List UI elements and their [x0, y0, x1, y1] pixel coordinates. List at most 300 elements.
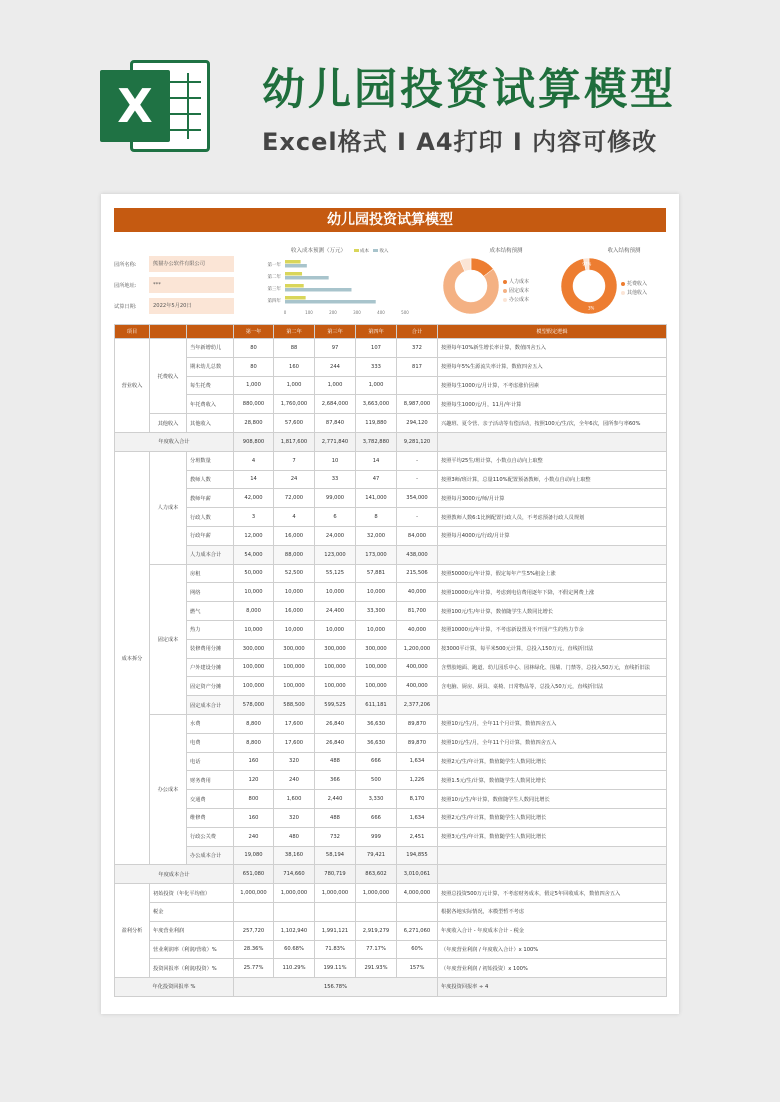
table-cell[interactable]: 87,840 — [315, 414, 356, 433]
table-row — [115, 696, 667, 715]
logic-note: 按照10元/生/月，全年11个月计算，数值四舍五入 — [438, 714, 667, 733]
legend-item: 人力成本 — [503, 278, 529, 285]
table-cell[interactable]: 110.29% — [274, 959, 315, 978]
table-cell[interactable]: 10,000 — [356, 583, 397, 602]
info-label: 园所名称: — [114, 261, 137, 268]
page-subtitle: Excel格式 I A4打印 I 内容可修改 — [262, 128, 658, 156]
logic-note: 含塑胶地面、跑道、幼儿园乐中心、园林绿化、围墙、门禁等，总投入50万元，直线折旧法 — [438, 658, 667, 677]
table-cell[interactable]: 3,663,000 — [356, 395, 397, 414]
slice-label: 97% — [582, 261, 592, 267]
table-cell[interactable]: 599,525 — [315, 696, 356, 715]
bar-收入 — [285, 276, 329, 280]
table-cell[interactable]: 8,170 — [397, 790, 438, 809]
table-cell[interactable]: 8,800 — [234, 714, 274, 733]
category-cell: 成本拆分 — [115, 451, 150, 865]
category-label: 第一年 — [267, 263, 281, 268]
table-cell[interactable] — [356, 902, 397, 921]
table-cell[interactable]: 24,400 — [315, 602, 356, 621]
table-cell[interactable]: - — [397, 470, 438, 489]
table-cell[interactable]: 1,000 — [315, 376, 356, 395]
column-header: 项目 — [115, 325, 150, 339]
table-cell[interactable]: 26,840 — [315, 714, 356, 733]
subcategory-cell: 其他收入 — [150, 414, 187, 433]
table-cell[interactable]: 14 — [356, 451, 397, 470]
logic-note: 按照1.5元/生/计算，数值随学生人数同比增长 — [438, 771, 667, 790]
table-row — [115, 395, 667, 414]
table-cell[interactable]: 1,634 — [397, 752, 438, 771]
table-cell[interactable]: 7 — [274, 451, 315, 470]
logic-note: 年度投资回报率 ÷ 4 — [438, 978, 667, 997]
table-cell[interactable]: 42,000 — [234, 489, 274, 508]
table-row — [115, 545, 667, 564]
table-cell[interactable]: 320 — [274, 808, 315, 827]
table-cell[interactable]: 47 — [356, 470, 397, 489]
table-cell[interactable]: 215,506 — [397, 564, 438, 583]
table-cell[interactable]: 8 — [356, 508, 397, 527]
table-row — [115, 508, 667, 527]
logic-note: 年度收入合计 - 年度成本合计 - 税金 — [438, 921, 667, 940]
chart-legend — [351, 248, 388, 254]
table-cell[interactable]: 24 — [274, 470, 315, 489]
category-label: 第二年 — [267, 275, 281, 280]
table-cell[interactable]: 400,000 — [397, 677, 438, 696]
table-cell[interactable]: 578,000 — [234, 696, 274, 715]
table-row — [115, 376, 667, 395]
table-cell[interactable]: 2,440 — [315, 790, 356, 809]
table-cell[interactable]: 173,000 — [356, 545, 397, 564]
table-row — [115, 865, 667, 884]
column-header — [187, 325, 234, 339]
table-cell[interactable]: 60.68% — [274, 940, 315, 959]
table-cell[interactable]: 157% — [397, 959, 438, 978]
category-label: 第三年 — [267, 287, 281, 292]
logic-note: 按照每生1000元/月计算，不考虑涨价因素 — [438, 376, 667, 395]
table-cell[interactable]: 4,000,000 — [397, 884, 438, 903]
bar-成本 — [285, 296, 306, 300]
chart-title: 收入成本预测（万元） — [291, 248, 347, 254]
table-cell[interactable]: 156.78% — [234, 978, 438, 997]
chart-title: 收入结构预测 — [607, 248, 641, 254]
item-cell: 初始投资（年化平均值） — [150, 884, 234, 903]
table-cell[interactable]: 119,880 — [356, 414, 397, 433]
logic-note: （年度营业利润 / 年度收入合计）x 100% — [438, 940, 667, 959]
table-cell[interactable]: 2,451 — [397, 827, 438, 846]
table-cell[interactable]: 6 — [315, 508, 356, 527]
table-cell[interactable]: - — [397, 508, 438, 527]
item-cell: 教师年薪 — [187, 489, 234, 508]
item-cell: 办公成本合计 — [187, 846, 234, 865]
table-cell[interactable]: 333 — [356, 357, 397, 376]
logic-note: 按照2元/生/年计算，数值随学生人数同比增长 — [438, 808, 667, 827]
table-cell[interactable]: 40,000 — [397, 583, 438, 602]
table-cell[interactable]: 14 — [234, 470, 274, 489]
table-cell[interactable]: 100,000 — [315, 658, 356, 677]
table-row — [115, 846, 667, 865]
item-cell: 年托费收入 — [187, 395, 234, 414]
table-cell[interactable]: 10,000 — [274, 583, 315, 602]
table-cell[interactable]: 199.11% — [315, 959, 356, 978]
table-row — [115, 602, 667, 621]
table-cell[interactable]: 880,000 — [234, 395, 274, 414]
table-cell[interactable]: 100,000 — [315, 677, 356, 696]
item-cell: 每生托费 — [187, 376, 234, 395]
info-label: 试算日期: — [114, 303, 137, 310]
table-cell[interactable]: 291.93% — [356, 959, 397, 978]
table-cell[interactable]: 79,421 — [356, 846, 397, 865]
table-cell[interactable]: 17,600 — [274, 733, 315, 752]
table-cell[interactable] — [397, 376, 438, 395]
table-cell[interactable]: 1,000 — [234, 376, 274, 395]
header-banner — [0, 0, 780, 185]
bar-收入 — [285, 300, 376, 304]
table-row — [115, 940, 667, 959]
table-cell[interactable]: 10,000 — [234, 620, 274, 639]
subcategory-cell: 办公成本 — [150, 714, 187, 864]
table-cell[interactable]: 33 — [315, 470, 356, 489]
table-cell[interactable]: 3 — [234, 508, 274, 527]
table-cell[interactable]: 10 — [315, 451, 356, 470]
table-row — [115, 884, 667, 903]
table-cell[interactable]: 89,870 — [397, 733, 438, 752]
table-cell[interactable]: 366 — [315, 771, 356, 790]
logic-note: 按照每月4000元/行政/月计算 — [438, 526, 667, 545]
table-cell[interactable]: 26,840 — [315, 733, 356, 752]
table-cell[interactable]: 4 — [274, 508, 315, 527]
table-cell[interactable]: 666 — [356, 808, 397, 827]
page-title: 幼儿园投资试算模型 — [262, 65, 676, 115]
table-cell[interactable]: 800 — [234, 790, 274, 809]
item-cell: 税金 — [150, 902, 234, 921]
cost-pie-svg — [441, 256, 501, 316]
category-cell: 盈利分析 — [115, 884, 150, 978]
legend-cost: 成本 — [360, 249, 369, 254]
item-cell: 行政公关费 — [187, 827, 234, 846]
table-cell[interactable] — [397, 902, 438, 921]
logic-note: 按照每年10%新生增长率计算，数值四舍五入 — [438, 339, 667, 358]
info-row-name — [114, 254, 244, 274]
table-cell[interactable]: 1,000,000 — [274, 884, 315, 903]
table-cell[interactable]: 400,000 — [397, 658, 438, 677]
logic-note — [438, 432, 667, 451]
column-header — [150, 325, 187, 339]
table-cell[interactable]: 300,000 — [356, 639, 397, 658]
table-cell[interactable]: 666 — [356, 752, 397, 771]
category-cell: 营业收入 — [115, 339, 150, 433]
table-cell[interactable]: 588,500 — [274, 696, 315, 715]
table-cell[interactable]: 72,000 — [274, 489, 315, 508]
kindergarten-info — [114, 254, 244, 317]
table-cell[interactable]: 58,194 — [315, 846, 356, 865]
table-cell[interactable]: 16,000 — [274, 526, 315, 545]
table-cell[interactable]: 999 — [356, 827, 397, 846]
table-cell[interactable]: 16,000 — [274, 602, 315, 621]
logic-note: （年度营业利润 / 初始投资）x 100% — [438, 959, 667, 978]
logic-note: 按照10000元/年计算，考虑到电信费用逐年下降，不假定网费上涨 — [438, 583, 667, 602]
table-cell[interactable]: 1,200,000 — [397, 639, 438, 658]
table-cell[interactable]: 57,600 — [274, 414, 315, 433]
table-cell[interactable]: 1,600 — [274, 790, 315, 809]
logic-note: 兴趣班、夏令营、亲子活动等有偿活动，按照100元/生/次，全年6次，园所参与率60% — [438, 414, 667, 433]
table-cell[interactable]: 99,000 — [315, 489, 356, 508]
table-header-row — [115, 325, 667, 339]
slice-label: 3% — [588, 305, 595, 311]
table-cell[interactable]: 24,000 — [315, 526, 356, 545]
table-cell[interactable]: 19,080 — [234, 846, 274, 865]
table-cell[interactable]: 88 — [274, 339, 315, 358]
table-cell[interactable]: 8,987,000 — [397, 395, 438, 414]
table-cell[interactable]: 10,000 — [274, 620, 315, 639]
table-cell[interactable]: 863,602 — [356, 865, 397, 884]
item-cell: 固定资产分摊 — [187, 677, 234, 696]
table-row — [115, 583, 667, 602]
table-cell[interactable]: 6,271,060 — [397, 921, 438, 940]
revenue-structure-pie — [559, 246, 689, 326]
table-cell[interactable]: 714,660 — [274, 865, 315, 884]
info-row-date — [114, 296, 244, 316]
logic-note: 按照3师/班计算，总量110%配置预备教师，小数点自动向上取整 — [438, 470, 667, 489]
table-cell[interactable]: 10,000 — [315, 583, 356, 602]
x-tick-label: 200 — [329, 310, 337, 315]
table-cell[interactable]: 81,700 — [397, 602, 438, 621]
table-cell[interactable]: 354,000 — [397, 489, 438, 508]
table-cell[interactable]: 141,000 — [356, 489, 397, 508]
table-row — [115, 978, 667, 997]
table-cell[interactable]: 372 — [397, 339, 438, 358]
table-cell[interactable]: 100,000 — [356, 658, 397, 677]
table-cell[interactable]: 160 — [234, 752, 274, 771]
table-cell[interactable]: 3,782,880 — [356, 432, 397, 451]
table-cell[interactable]: 38,160 — [274, 846, 315, 865]
info-row-address — [114, 275, 244, 295]
table-cell[interactable]: 1,634 — [397, 808, 438, 827]
table-row — [115, 733, 667, 752]
column-header: 第一年 — [234, 325, 274, 339]
logic-note: 按照10000元/年计算，不考虑新设置及不开园产生的热力节余 — [438, 620, 667, 639]
table-cell[interactable]: 2,377,206 — [397, 696, 438, 715]
table-cell[interactable]: 438,000 — [397, 545, 438, 564]
table-row — [115, 526, 667, 545]
table-cell[interactable]: 300,000 — [315, 639, 356, 658]
table-cell[interactable]: 100,000 — [274, 677, 315, 696]
table-cell[interactable]: 300,000 — [234, 639, 274, 658]
table-cell[interactable]: 100,000 — [234, 658, 274, 677]
table-cell[interactable]: 320 — [274, 752, 315, 771]
table-cell[interactable]: 54,000 — [234, 545, 274, 564]
table-cell[interactable]: 240 — [274, 771, 315, 790]
table-cell[interactable]: 257,720 — [234, 921, 274, 940]
x-tick-label: 300 — [353, 310, 361, 315]
table-cell[interactable]: 10,000 — [315, 620, 356, 639]
table-cell[interactable]: 33,300 — [356, 602, 397, 621]
table-cell[interactable]: 107 — [356, 339, 397, 358]
investment-table — [114, 324, 667, 997]
table-cell[interactable]: 4 — [234, 451, 274, 470]
kindergarten-name-field[interactable]: 熊猫办公软件有限公司 — [149, 256, 234, 272]
item-cell: 营业利润率（利润/营收）% — [150, 940, 234, 959]
column-header: 第二年 — [274, 325, 315, 339]
table-cell[interactable]: 9,281,120 — [397, 432, 438, 451]
bar-收入 — [285, 288, 351, 292]
table-cell[interactable] — [234, 902, 274, 921]
table-cell[interactable]: 611,181 — [356, 696, 397, 715]
table-cell[interactable]: 50,000 — [234, 564, 274, 583]
table-cell[interactable]: 160 — [234, 808, 274, 827]
logic-note: 按照教师人数6:1比例配置行政人员，不考虑预备行政人员规划 — [438, 508, 667, 527]
table-cell[interactable]: 8,000 — [234, 602, 274, 621]
table-row — [115, 432, 667, 451]
table-cell[interactable]: 480 — [274, 827, 315, 846]
table-cell[interactable]: 1,000,000 — [315, 884, 356, 903]
table-cell[interactable]: 40,000 — [397, 620, 438, 639]
table-cell[interactable]: 88,000 — [274, 545, 315, 564]
table-cell[interactable]: 28.36% — [234, 940, 274, 959]
table-cell[interactable]: 1,226 — [397, 771, 438, 790]
subcategory-cell: 人力成本 — [150, 451, 187, 564]
table-cell[interactable]: 10,000 — [356, 620, 397, 639]
table-cell[interactable]: 12,000 — [234, 526, 274, 545]
table-cell[interactable]: 60% — [397, 940, 438, 959]
table-cell[interactable]: 36,630 — [356, 714, 397, 733]
legend-item: 办公成本 — [503, 296, 529, 303]
table-cell[interactable]: 123,000 — [315, 545, 356, 564]
table-cell[interactable]: 10,000 — [234, 583, 274, 602]
item-cell: 水费 — [187, 714, 234, 733]
table-cell[interactable]: 52,500 — [274, 564, 315, 583]
table-row — [115, 771, 667, 790]
table-cell[interactable]: 1,000,000 — [356, 884, 397, 903]
logic-note — [438, 696, 667, 715]
table-row — [115, 489, 667, 508]
table-cell[interactable]: 1,991,121 — [315, 921, 356, 940]
table-cell[interactable]: 2,771,840 — [315, 432, 356, 451]
table-cell[interactable]: 817 — [397, 357, 438, 376]
table-cell[interactable]: 1,000,000 — [234, 884, 274, 903]
table-cell[interactable]: 244 — [315, 357, 356, 376]
table-cell[interactable]: 1,000 — [274, 376, 315, 395]
logic-note: 根据各地实际情况，本模型暂不考虑 — [438, 902, 667, 921]
table-row — [115, 339, 667, 358]
logic-note: 按照每生1000元/月，11月/年计算 — [438, 395, 667, 414]
kindergarten-address-field[interactable]: *** — [149, 277, 234, 293]
table-cell[interactable]: 8,800 — [234, 733, 274, 752]
table-cell[interactable]: 3,010,061 — [397, 865, 438, 884]
item-cell: 年度营业利润 — [150, 921, 234, 940]
table-cell[interactable]: 3,330 — [356, 790, 397, 809]
table-cell[interactable]: 2,684,000 — [315, 395, 356, 414]
table-cell[interactable]: 32,000 — [356, 526, 397, 545]
table-cell[interactable]: 908,800 — [234, 432, 274, 451]
item-cell: 维修费 — [187, 808, 234, 827]
table-cell[interactable]: 500 — [356, 771, 397, 790]
logic-note — [438, 865, 667, 884]
item-cell: 行政年薪 — [187, 526, 234, 545]
item-cell: 人力成本合计 — [187, 545, 234, 564]
calculation-date-field[interactable]: 2022年5月20日 — [149, 298, 234, 314]
table-cell[interactable]: 2,919,279 — [356, 921, 397, 940]
table-cell[interactable]: 97 — [315, 339, 356, 358]
table-cell[interactable]: 80 — [234, 357, 274, 376]
item-cell: 当年新增幼儿 — [187, 339, 234, 358]
logic-note: 按照平均25生/班计算，小数点自动向上取整 — [438, 451, 667, 470]
table-cell[interactable]: 77.17% — [356, 940, 397, 959]
table-row — [115, 902, 667, 921]
table-row — [115, 620, 667, 639]
table-cell[interactable]: 1,760,000 — [274, 395, 315, 414]
row-label: 年化投资回报率 % — [115, 978, 234, 997]
table-cell[interactable] — [315, 902, 356, 921]
logic-note: 含电脑、厨房、厨具、桌椅、日常物品等，总投入50万元，直线折旧法 — [438, 677, 667, 696]
item-cell: 交通费 — [187, 790, 234, 809]
item-cell: 热力 — [187, 620, 234, 639]
table-cell[interactable]: 194,855 — [397, 846, 438, 865]
table-cell[interactable]: 28,800 — [234, 414, 274, 433]
excel-icon — [100, 60, 210, 152]
cost-structure-pie — [441, 246, 571, 326]
column-header: 模型假定逻辑 — [438, 325, 667, 339]
table-cell[interactable]: 780,719 — [315, 865, 356, 884]
table-cell[interactable]: 17,600 — [274, 714, 315, 733]
table-cell[interactable]: 55,125 — [315, 564, 356, 583]
logic-note: 按照总投资500万元计算，不考虑财务成本，假定5年回收成本，数值四舍五入 — [438, 884, 667, 903]
column-header: 合计 — [397, 325, 438, 339]
x-tick-label: 100 — [305, 310, 313, 315]
legend-item: 固定成本 — [503, 287, 529, 294]
table-cell[interactable]: 240 — [234, 827, 274, 846]
table-cell[interactable]: 100,000 — [356, 677, 397, 696]
table-cell[interactable]: 84,000 — [397, 526, 438, 545]
table-row — [115, 827, 667, 846]
column-header: 第三年 — [315, 325, 356, 339]
table-cell[interactable]: 57,881 — [356, 564, 397, 583]
item-cell: 装修费用分摊 — [187, 639, 234, 658]
table-cell[interactable]: 80 — [234, 339, 274, 358]
table-cell[interactable]: 100,000 — [274, 658, 315, 677]
table-cell[interactable]: 651,080 — [234, 865, 274, 884]
table-cell[interactable]: 1,817,600 — [274, 432, 315, 451]
logic-note: 按照3元/生/年计算，数值随学生人数同比增长 — [438, 827, 667, 846]
table-cell[interactable]: 25.77% — [234, 959, 274, 978]
bar-成本 — [285, 284, 304, 288]
table-cell[interactable]: 100,000 — [234, 677, 274, 696]
category-label: 第四年 — [267, 299, 281, 304]
table-cell[interactable]: 1,102,940 — [274, 921, 315, 940]
revenue-pie-svg — [559, 256, 619, 316]
table-cell[interactable]: 300,000 — [274, 639, 315, 658]
table-cell[interactable]: 160 — [274, 357, 315, 376]
table-cell[interactable]: 1,000 — [356, 376, 397, 395]
table-cell[interactable]: - — [397, 451, 438, 470]
table-cell[interactable]: 294,120 — [397, 414, 438, 433]
x-tick-label: 500 — [401, 310, 409, 315]
table-cell[interactable]: 71.83% — [315, 940, 356, 959]
table-cell[interactable]: 488 — [315, 808, 356, 827]
legend-item: 托费收入 — [621, 280, 647, 287]
item-cell: 房租 — [187, 564, 234, 583]
table-cell[interactable]: 89,870 — [397, 714, 438, 733]
table-cell[interactable]: 36,630 — [356, 733, 397, 752]
item-cell: 投资回报率（利润/投资）% — [150, 959, 234, 978]
table-row — [115, 752, 667, 771]
table-row — [115, 714, 667, 733]
spreadsheet-page — [101, 194, 679, 1014]
item-cell: 电费 — [187, 733, 234, 752]
table-row — [115, 921, 667, 940]
table-cell[interactable]: 120 — [234, 771, 274, 790]
table-cell[interactable]: 488 — [315, 752, 356, 771]
table-cell[interactable]: 732 — [315, 827, 356, 846]
item-cell: 网络 — [187, 583, 234, 602]
table-cell[interactable] — [274, 902, 315, 921]
